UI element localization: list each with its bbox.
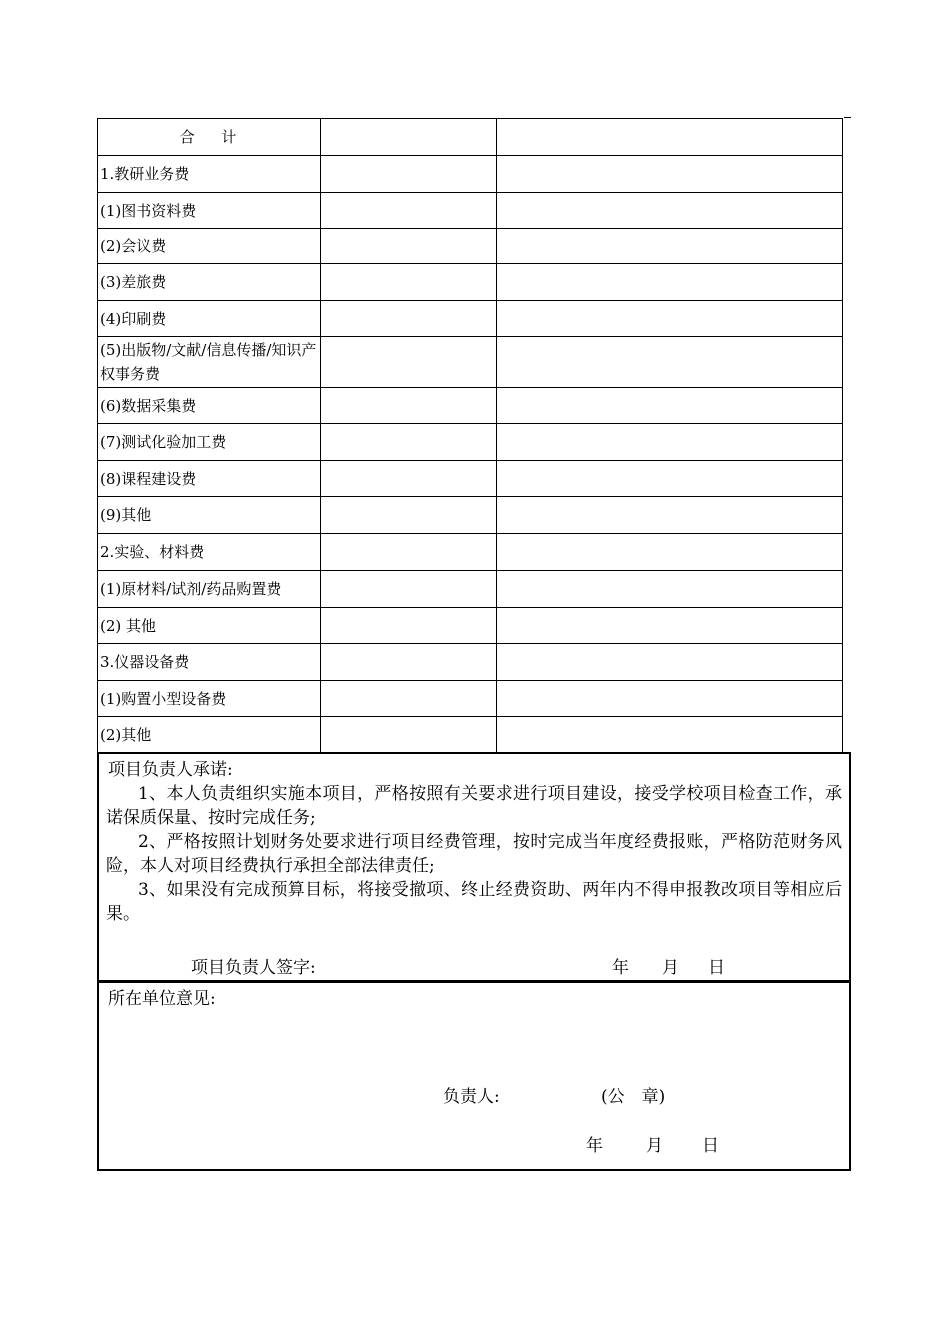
- amount-cell[interactable]: [321, 229, 497, 264]
- note-cell[interactable]: [497, 156, 843, 193]
- note-cell[interactable]: [497, 461, 843, 497]
- item-label: (2) 其他: [98, 608, 321, 644]
- total-amount-cell[interactable]: [321, 119, 497, 156]
- table-row: [98, 337, 843, 388]
- table-row: [98, 644, 843, 681]
- table-row: [98, 301, 843, 337]
- note-cell[interactable]: [497, 608, 843, 644]
- table-row: [98, 497, 843, 534]
- table-row: [98, 156, 843, 193]
- note-cell[interactable]: [497, 301, 843, 337]
- item-label: (4)印刷费: [98, 301, 321, 337]
- budget-table: [97, 118, 843, 753]
- amount-cell[interactable]: [321, 301, 497, 337]
- amount-cell[interactable]: [321, 681, 497, 717]
- amount-cell[interactable]: [321, 608, 497, 644]
- note-cell[interactable]: [497, 229, 843, 264]
- note-cell[interactable]: [497, 497, 843, 534]
- item-label: (5)出版物/文献/信息传播/知识产权事务费: [98, 337, 321, 388]
- item-label: (3)差旅费: [98, 264, 321, 301]
- leader-label: 负责人:: [443, 1087, 500, 1107]
- amount-cell[interactable]: [321, 717, 497, 753]
- item-label: (1)原材料/试剂/药品购置费: [98, 571, 321, 608]
- pledge-item-3: 3、如果没有完成预算目标，将接受撤项、终止经费资助、两年内不得申报教改项目等相应后果。: [106, 880, 842, 924]
- signature-label: 项目负责人签字:: [191, 958, 316, 978]
- opinion-date-year: 年: [586, 1136, 603, 1156]
- note-cell[interactable]: [497, 717, 843, 753]
- item-label: (6)数据采集费: [98, 388, 321, 424]
- date-year: 年: [612, 958, 629, 978]
- table-row: [98, 229, 843, 264]
- item-label: (2)会议费: [98, 229, 321, 264]
- opinion-title: 所在单位意见:: [108, 989, 216, 1009]
- table-row: [98, 424, 843, 461]
- note-cell[interactable]: [497, 388, 843, 424]
- table-row: [98, 608, 843, 644]
- table-row: [98, 193, 843, 229]
- pledge-title: 项目负责人承诺:: [108, 760, 233, 780]
- opinion-date-month: 月: [646, 1136, 663, 1156]
- pledge-section: [97, 752, 851, 982]
- note-cell[interactable]: [497, 571, 843, 608]
- amount-cell[interactable]: [321, 571, 497, 608]
- table-row: [98, 534, 843, 571]
- date-day: 日: [708, 958, 725, 978]
- table-row: [98, 264, 843, 301]
- note-cell[interactable]: [497, 644, 843, 681]
- table-row-total: [98, 119, 843, 156]
- item-label: (8)课程建设费: [98, 461, 321, 497]
- amount-cell[interactable]: [321, 497, 497, 534]
- amount-cell[interactable]: [321, 264, 497, 301]
- table-row: [98, 571, 843, 608]
- opinion-date-day: 日: [702, 1136, 719, 1156]
- item-label: 1.教研业务费: [98, 156, 321, 193]
- table-row: [98, 461, 843, 497]
- total-label-cell: 合 计: [98, 119, 321, 156]
- item-label: 2.实验、材料费: [98, 534, 321, 571]
- seal-label: (公 章): [601, 1087, 666, 1107]
- note-cell[interactable]: [497, 193, 843, 229]
- table-edge-mark: [844, 117, 851, 118]
- amount-cell[interactable]: [321, 193, 497, 229]
- amount-cell[interactable]: [321, 337, 497, 388]
- item-label: (7)测试化验加工费: [98, 424, 321, 461]
- note-cell[interactable]: [497, 264, 843, 301]
- table-row: [98, 717, 843, 753]
- note-cell[interactable]: [497, 337, 843, 388]
- amount-cell[interactable]: [321, 156, 497, 193]
- total-note-cell[interactable]: [497, 119, 843, 156]
- item-label: (1)购置小型设备费: [98, 681, 321, 717]
- unit-opinion-section: [97, 981, 851, 1171]
- date-month: 月: [662, 958, 679, 978]
- amount-cell[interactable]: [321, 424, 497, 461]
- table-row: [98, 388, 843, 424]
- item-label: (9)其他: [98, 497, 321, 534]
- pledge-item-2: 2、严格按照计划财务处要求进行项目经费管理，按时完成当年度经费报账，严格防范财务风险，本人对项目经费执行承担全部法律责任;: [106, 832, 842, 876]
- pledge-item-1: 1、本人负责组织实施本项目，严格按照有关要求进行项目建设，接受学校项目检查工作，承诺保质保量、按时完成任务;: [106, 784, 842, 828]
- amount-cell[interactable]: [321, 388, 497, 424]
- table-row: [98, 681, 843, 717]
- amount-cell[interactable]: [321, 644, 497, 681]
- item-label: 3.仪器设备费: [98, 644, 321, 681]
- item-label: (1)图书资料费: [98, 193, 321, 229]
- amount-cell[interactable]: [321, 534, 497, 571]
- note-cell[interactable]: [497, 424, 843, 461]
- amount-cell[interactable]: [321, 461, 497, 497]
- note-cell[interactable]: [497, 534, 843, 571]
- note-cell[interactable]: [497, 681, 843, 717]
- item-label: (2)其他: [98, 717, 321, 753]
